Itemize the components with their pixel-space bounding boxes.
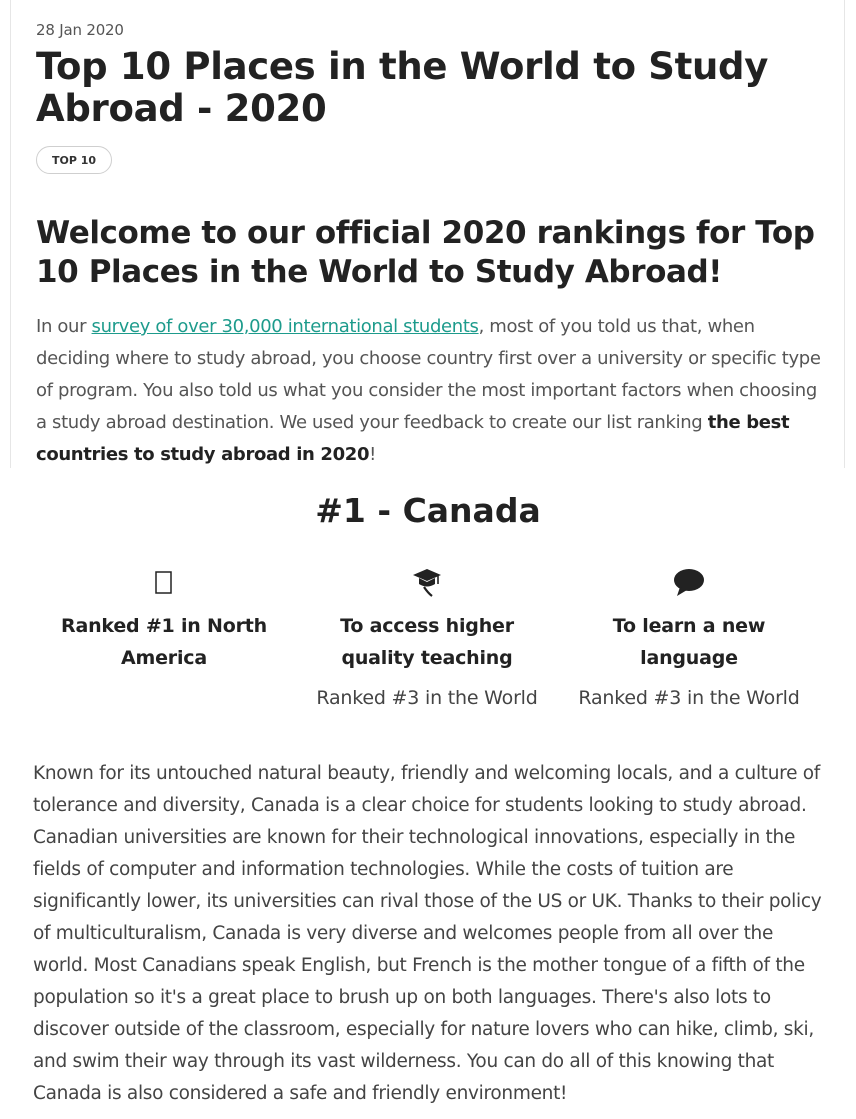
feature-north-america bbox=[56, 565, 272, 674]
intro-bold: the best countries to study abroad in 2020 bbox=[36, 412, 790, 465]
canada-description: Known for its untouched natural beauty, friendly and welcoming locals, and a culture of tolerance and diversity, Canada is a clear choice for students looking to study abroad. Canadian universities are known for their technological innovations, especially in the fields of computer and information technologies. While the costs of tuition are significantly lower, its universities can rival those of the US or UK. Thanks to their policy of multiculturalism, Canada is very diverse and welcomes people from all over the world. Most Canadians speak English, but French is the mother tongue of a fifth of the population so it's a great place to brush up on both languages. There's also lots to discover outside of the classroom, especially for nature lovers who can hike, climb, ski, and swim their way through its vast wilderness. You can do all of this knowing that Canada is also considered a safe and friendly environment! bbox=[33, 763, 822, 1104]
article-title: Top 10 Places in the World to Study Abroad - 2020 bbox=[36, 45, 769, 130]
speech-bubble-icon bbox=[672, 565, 706, 599]
ranking-title: #1 - Canada bbox=[315, 491, 541, 530]
feature-new-language bbox=[578, 565, 800, 710]
empty-box-icon bbox=[147, 565, 181, 599]
feature-label: Ranked #1 in North America bbox=[61, 615, 267, 669]
publish-date: 28 Jan 2020 bbox=[36, 21, 124, 39]
intro-middle: , most of you told us that, when deciding where to study abroad, you choose country first over a university or specific type of program. You also told us what you consider the most important factors when choosing a study abroad destination. We used your feedback to create our list ranking bbox=[36, 316, 821, 433]
feature-label: To access higher quality teaching bbox=[340, 615, 514, 669]
welcome-heading: Welcome to our official 2020 rankings for Top 10 Places in the World to Study Abroad! bbox=[36, 215, 815, 290]
intro-paragraph bbox=[36, 311, 826, 471]
feature-rank: Ranked #3 in the World bbox=[316, 687, 538, 709]
feature-higher-teaching bbox=[316, 565, 538, 710]
survey-link[interactable]: survey of over 30,000 international students bbox=[91, 316, 479, 337]
feature-rank: Ranked #3 in the World bbox=[578, 687, 800, 709]
intro-suffix: ! bbox=[369, 444, 377, 465]
intro-prefix: In our bbox=[36, 316, 92, 337]
feature-label: To learn a new language bbox=[612, 615, 766, 669]
graduation-cap-icon bbox=[410, 565, 444, 599]
tag-top-10[interactable]: TOP 10 bbox=[36, 146, 112, 174]
